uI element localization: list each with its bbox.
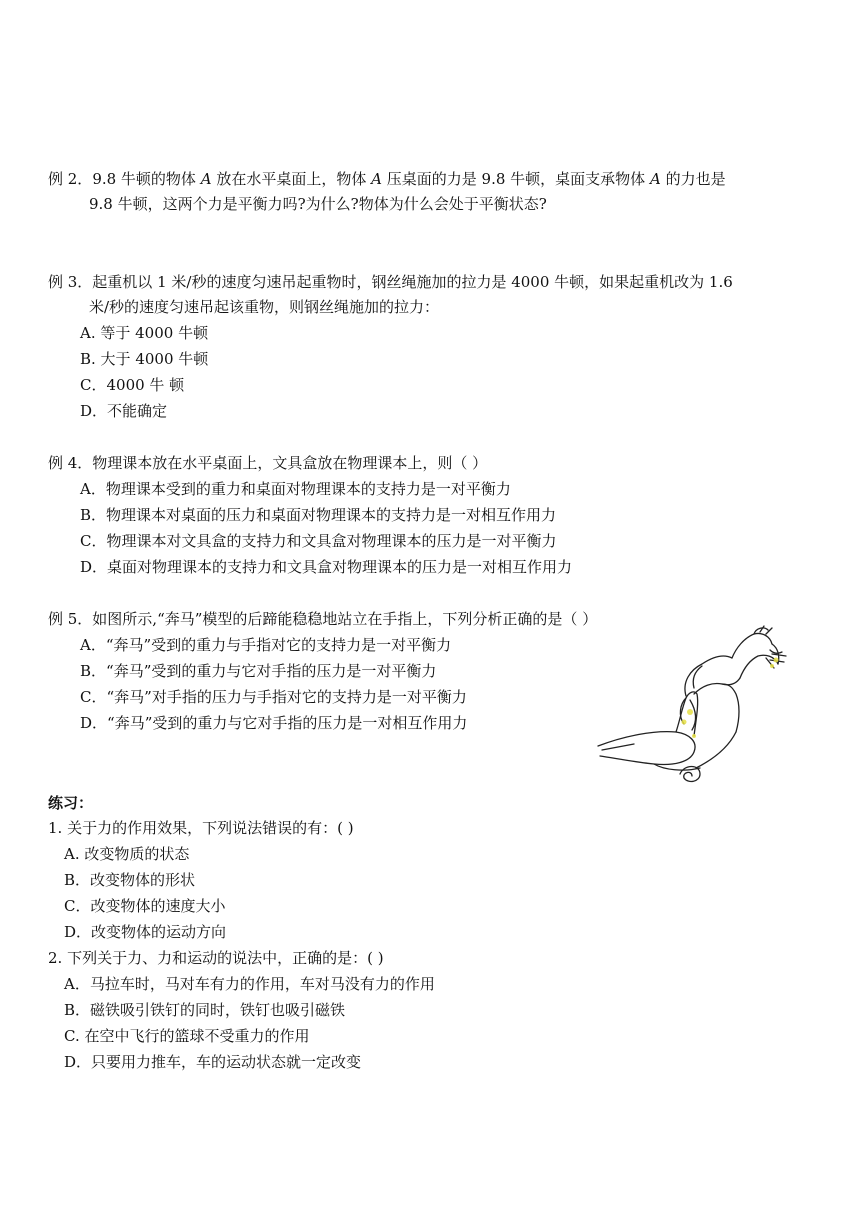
example-3-stem: 例 3．起重机以 1 米/秒的速度匀速吊起重物时，钢丝绳施加的拉力是 4000 牛顿，如果起重机改为 1.6 (48, 273, 733, 291)
example-5-option-b: B．“奔马”受到的重力与它对手指的压力是一对平衡力 (80, 662, 437, 680)
practice-q1-option-d: D．改变物体的运动方向 (64, 923, 227, 941)
example-5-option-c: C．“奔马”对手指的压力与手指对它的支持力是一对平衡力 (80, 688, 467, 706)
practice-q2-option-b: B．磁铁吸引铁钉的同时，铁钉也吸引磁铁 (64, 1001, 346, 1019)
example-5-option-a: A．“奔马”受到的重力与手指对它的支持力是一对平衡力 (80, 636, 452, 654)
practice-q2-option-c: C. 在空中飞行的篮球不受重力的作用 (64, 1027, 310, 1045)
example-5-option-d: D．“奔马”受到的重力与它对手指的压力是一对相互作用力 (80, 714, 468, 732)
example-4-stem: 例 4．物理课本放在水平桌面上，文具盒放在物理课本上，则（ ） (48, 454, 488, 472)
example-2-var-a: A (649, 170, 661, 188)
example-2-var-a: A (200, 170, 212, 188)
example-4-option-a: A．物理课本受到的重力和桌面对物理课本的支持力是一对平衡力 (80, 480, 511, 498)
practice-heading: 练习： (48, 794, 94, 812)
horse-on-finger-figure (594, 624, 794, 784)
example-4-option-b: B．物理课本对桌面的压力和桌面对物理课本的支持力是一对相互作用力 (80, 506, 557, 524)
example-4-option-c: C．物理课本对文具盒的支持力和文具盒对物理课本的压力是一对平衡力 (80, 532, 557, 550)
example-3-stem-cont: 米/秒的速度匀速吊起该重物，则钢丝绳施加的拉力： (89, 298, 440, 316)
example-3-option-c: C．4000 牛 顿 (80, 376, 185, 394)
example-2-var-a: A (371, 170, 382, 188)
example-2-label: 例 2． (48, 170, 93, 188)
practice-q2-option-a: A．马拉车时，马对车有力的作用，车对马没有力的作用 (64, 975, 435, 993)
example-2-text: 9.8 牛顿的物体 (92, 170, 196, 188)
example-3-option-b: B. 大于 4000 牛顿 (80, 350, 209, 368)
example-4-option-d: D．桌面对物理课本的支持力和文具盒对物理课本的压力是一对相互作用力 (80, 558, 573, 576)
example-5-stem: 例 5．如图所示,“奔马”模型的后蹄能稳稳地站立在手指上，下列分析正确的是（ ） (48, 610, 598, 628)
practice-q1-option-a: A. 改变物质的状态 (64, 845, 190, 863)
example-3-option-d: D．不能确定 (80, 402, 168, 420)
example-3-option-a: A. 等于 4000 牛顿 (80, 324, 209, 342)
example-2-line-2: 9.8 牛顿，这两个力是平衡力吗?为什么?物体为什么会处于平衡状态? (89, 195, 547, 213)
example-2-text: 的力也是 (665, 170, 726, 188)
example-2-text: 压桌面的力是 9.8 牛顿，桌面支承物体 (386, 170, 646, 188)
example-2-text: 放在水平桌面上，物体 (216, 170, 367, 188)
practice-q1-stem: 1. 关于力的作用效果，下列说法错误的有：( ) (48, 819, 354, 837)
example-2-line-1 (48, 169, 726, 189)
practice-q1-option-c: C．改变物体的速度大小 (64, 897, 226, 915)
practice-q1-option-b: B．改变物体的形状 (64, 871, 196, 889)
practice-q2-stem: 2. 下列关于力、力和运动的说法中，正确的是：( ) (48, 949, 384, 967)
practice-q2-option-d: D．只要用力推车，车的运动状态就一定改变 (64, 1053, 362, 1071)
